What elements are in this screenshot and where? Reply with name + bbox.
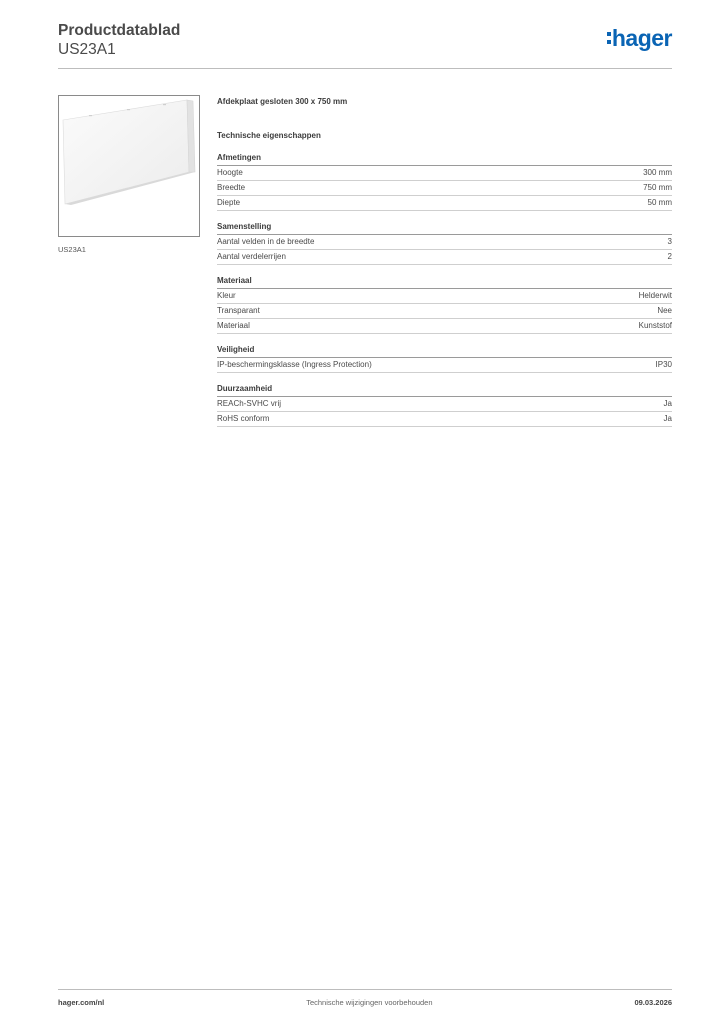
spec-label: Aantal verdelerrijen xyxy=(217,252,286,261)
spec-value: 300 mm xyxy=(643,168,672,177)
spec-value: IP30 xyxy=(655,360,672,369)
spec-row xyxy=(217,235,672,250)
spec-label: Kleur xyxy=(217,291,236,300)
header-divider xyxy=(58,68,672,69)
section-title: Veiligheid xyxy=(217,344,672,358)
document-title: Productdatablad xyxy=(58,22,181,39)
logo-dots-icon xyxy=(607,26,611,44)
hager-logo xyxy=(607,26,672,50)
spec-label: IP-beschermingsklasse (Ingress Protection) xyxy=(217,360,372,369)
spec-label: Diepte xyxy=(217,198,241,207)
product-code: US23A1 xyxy=(58,41,116,58)
spec-row xyxy=(217,196,672,211)
document-footer xyxy=(58,998,672,1007)
spec-row xyxy=(217,319,672,334)
spec-value: Nee xyxy=(657,306,672,315)
footer-date: 09.03.2026 xyxy=(634,998,672,1007)
section-sustainability xyxy=(217,383,672,427)
spec-label: Aantal velden in de breedte xyxy=(217,237,315,246)
spec-row xyxy=(217,397,672,412)
footer-disclaimer: Technische wijzigingen voorbehouden xyxy=(306,998,433,1007)
spec-value: 750 mm xyxy=(643,183,672,192)
spec-label: REACh-SVHC vrij xyxy=(217,399,282,408)
product-description: Afdekplaat gesloten 300 x 750 mm xyxy=(217,97,348,106)
document-header xyxy=(58,22,180,59)
spec-row xyxy=(217,412,672,427)
spec-value: Ja xyxy=(663,399,672,408)
spec-value: 3 xyxy=(667,237,672,246)
spec-value: Helderwit xyxy=(638,291,672,300)
spec-row xyxy=(217,181,672,196)
product-photo-icon xyxy=(59,96,199,236)
spec-label: RoHS conform xyxy=(217,414,270,423)
spec-value: Ja xyxy=(663,414,672,423)
spec-label: Materiaal xyxy=(217,321,250,330)
product-image xyxy=(58,95,200,237)
section-dimensions xyxy=(217,152,672,211)
footer-divider xyxy=(58,989,672,990)
spec-row xyxy=(217,358,672,373)
section-composition xyxy=(217,221,672,265)
spec-row xyxy=(217,250,672,265)
spec-label: Transparant xyxy=(217,306,260,315)
spec-label: Hoogte xyxy=(217,168,243,177)
spec-row xyxy=(217,304,672,319)
logo-text: hager xyxy=(611,25,672,51)
section-safety xyxy=(217,344,672,373)
spec-value: 50 mm xyxy=(647,198,672,207)
spec-value: Kunststof xyxy=(638,321,672,330)
section-title: Samenstelling xyxy=(217,221,672,235)
footer-website: hager.com/nl xyxy=(58,998,105,1007)
image-caption: US23A1 xyxy=(58,245,86,254)
spec-row xyxy=(217,289,672,304)
technical-properties-heading: Technische eigenschappen xyxy=(217,131,321,140)
specifications xyxy=(217,96,672,427)
section-material xyxy=(217,275,672,334)
spec-label: Breedte xyxy=(217,183,246,192)
section-title: Materiaal xyxy=(217,275,672,289)
section-title: Duurzaamheid xyxy=(217,383,672,397)
section-title: Afmetingen xyxy=(217,152,672,166)
spec-row xyxy=(217,166,672,181)
spec-value: 2 xyxy=(667,252,672,261)
